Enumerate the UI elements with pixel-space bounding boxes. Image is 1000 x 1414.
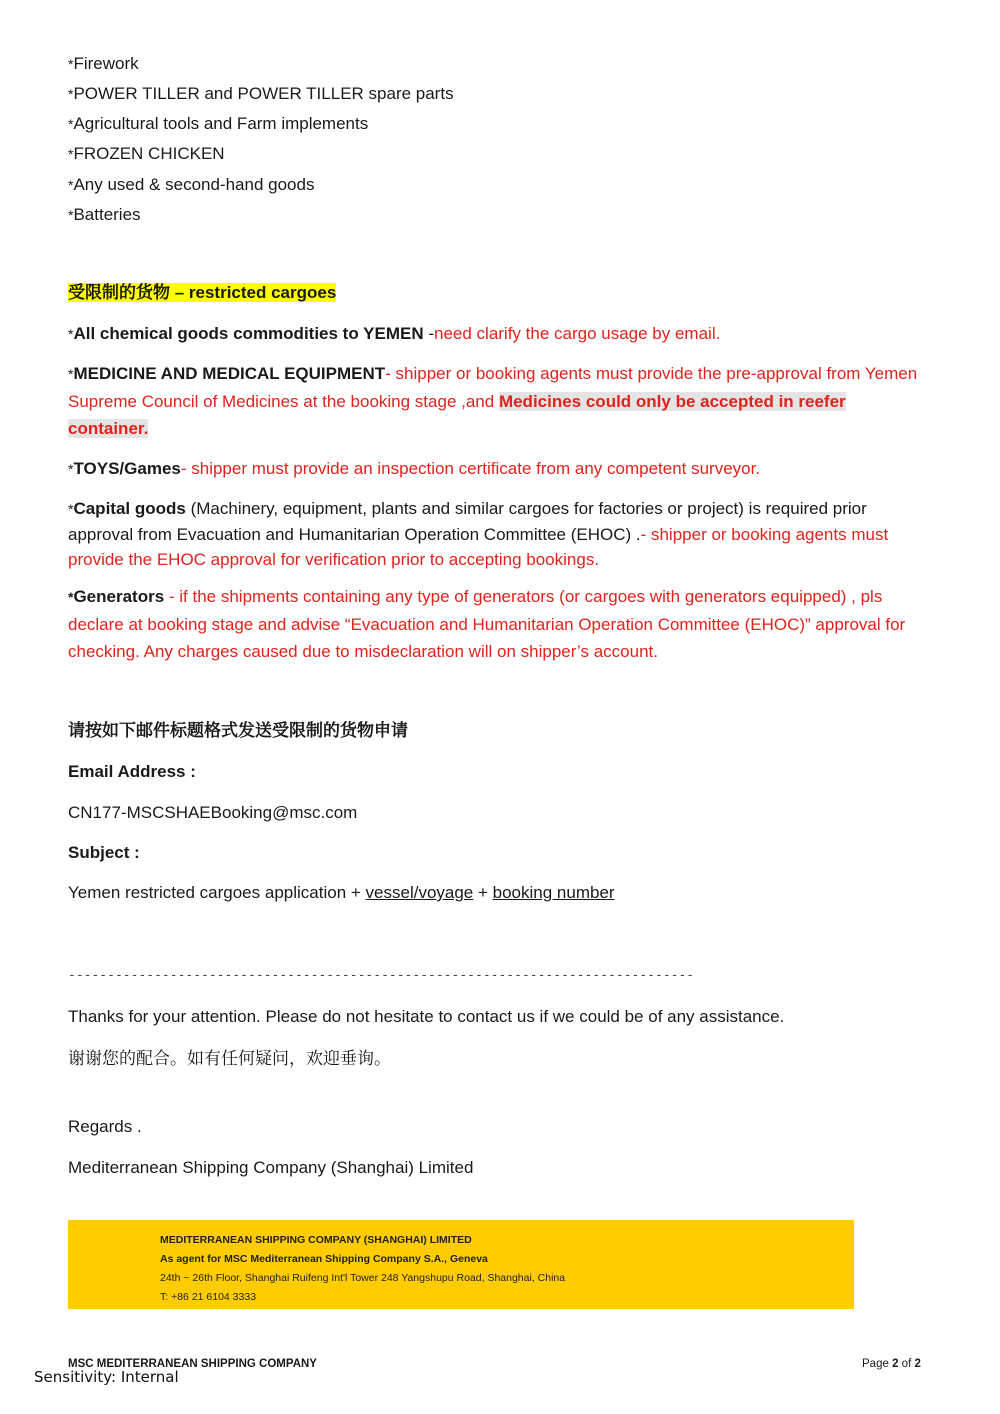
banner-address: 24th ~ 26th Floor, Shanghai Ruifeng Int'l Tower 248 Yangshupu Road, Shanghai, China	[160, 1272, 566, 1284]
subject-vessel: vessel/voyage	[365, 883, 474, 902]
restricted-generators: *Generators - if the shipments containing any type of generators (or cargoes with generators equipped) , pls declare at booking stage and advise “Evacuation and Humanitarian Operation Committee (EHOC)” approval for checking. Any charges caused due to misdeclaration will on shipper’s account.	[68, 587, 906, 661]
sensitivity-label: Sensitivity: Internal	[34, 1368, 179, 1386]
banner-company: MEDITERRANEAN SHIPPING COMPANY (SHANGHAI) LIMITED	[160, 1234, 472, 1246]
list-item: *Any used & second-hand goods	[68, 175, 315, 194]
signature-company: Mediterranean Shipping Company (Shanghai) Limited	[68, 1158, 474, 1177]
thanks-zh: 谢谢您的配合。如有任何疑问，欢迎垂询。	[68, 1049, 391, 1068]
thanks-en: Thanks for your attention. Please do not hesitate to contact us if we could be of any assistance.	[68, 1007, 785, 1026]
company-banner	[68, 1220, 854, 1309]
email-address[interactable]: CN177-MSCSHAEBooking@msc.com	[68, 803, 358, 822]
list-item: *Firework	[68, 54, 139, 73]
banner-phone: T: +86 21 6104 3333	[160, 1291, 257, 1303]
subject-label: Subject :	[68, 843, 140, 862]
restricted-chemical: *All chemical goods commodities to YEMEN -need clarify the cargo usage by email.	[68, 324, 721, 343]
list-item: *Batteries	[68, 205, 141, 224]
restricted-heading: 受限制的货物 – restricted cargoes	[68, 283, 337, 302]
page-number: Page 2 of 2	[862, 1358, 921, 1370]
dashed-divider: --------------------------------------------------------------------------------	[68, 968, 695, 983]
list-item: *Agricultural tools and Farm implements	[68, 114, 369, 133]
email-label: Email Address :	[68, 762, 196, 781]
restricted-capital-goods: *Capital goods (Machinery, equipment, plants and similar cargoes for factories or project) is required prior approval from Evacuation and Humanitarian Operation Committee (EHOC) .- shipper or booking agents must provide the EHOC approval for verification prior to accepting bookings.	[68, 499, 889, 569]
banner-agent: As agent for MSC Mediterranean Shipping Company S.A., Geneva	[160, 1253, 488, 1265]
restricted-medicine: *MEDICINE AND MEDICAL EQUIPMENT- shipper or booking agents must provide the pre-approval from Yemen Supreme Council of Medicines at the booking stage ,and Medicines could only be accepted in reefer container.	[68, 364, 918, 438]
subject-format: Yemen restricted cargoes application + vessel/voyage + booking number	[68, 883, 615, 902]
footer-company: MSC MEDITERRANEAN SHIPPING COMPANY	[68, 1358, 317, 1370]
restricted-toys: *TOYS/Games- shipper must provide an inspection certificate from any competent surveyor.	[68, 459, 761, 478]
subject-booking: booking number	[492, 883, 615, 902]
regards: Regards .	[68, 1117, 142, 1136]
application-heading: 请按如下邮件标题格式发送受限制的货物申请	[68, 721, 408, 740]
list-item: *POWER TILLER and POWER TILLER spare parts	[68, 84, 454, 103]
list-item: *FROZEN CHICKEN	[68, 144, 225, 163]
